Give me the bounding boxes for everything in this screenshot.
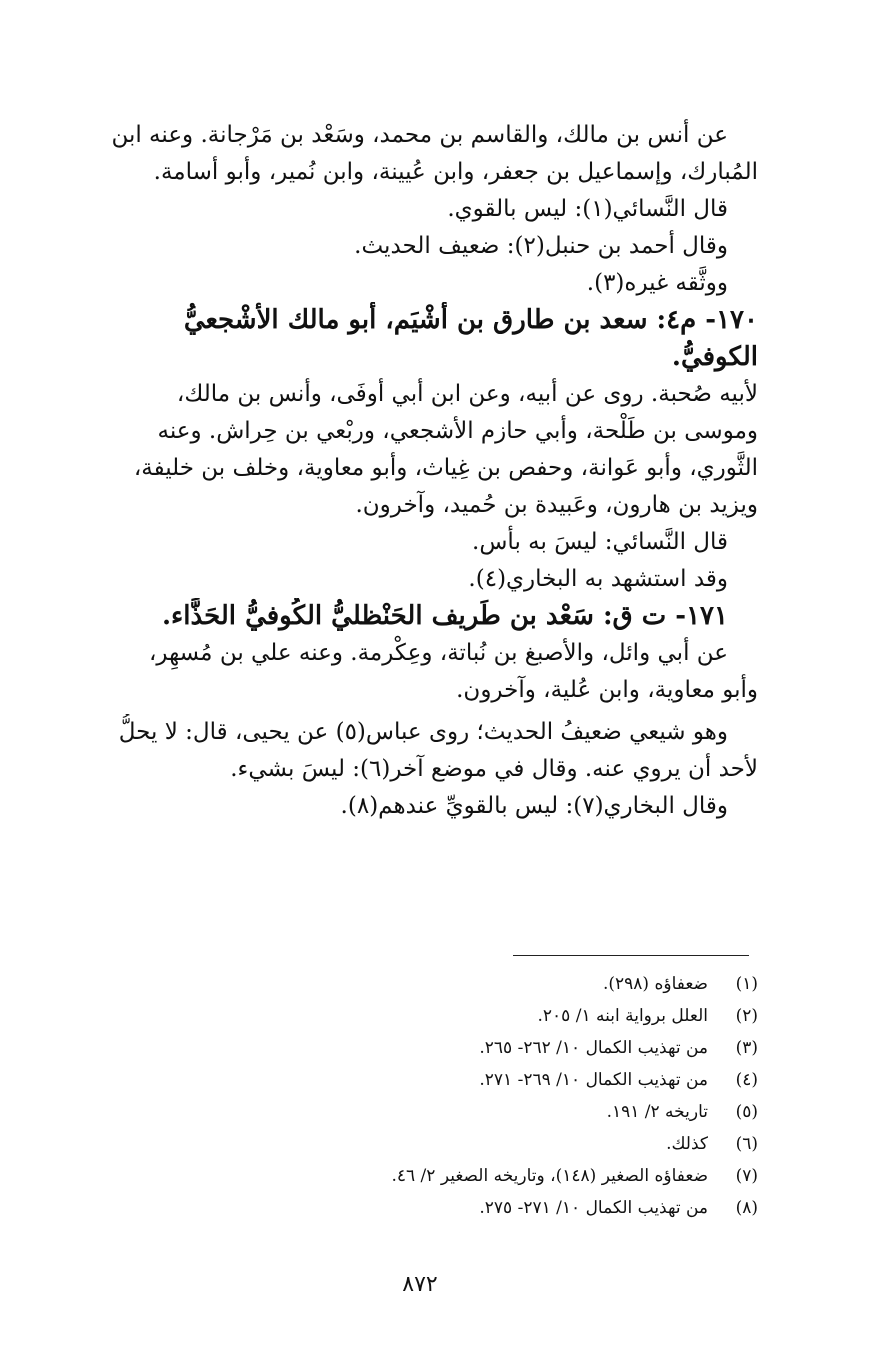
footnote-number: (٨) bbox=[735, 1198, 758, 1218]
text-line: قال النَّسائي(١): ليس بالقوي. bbox=[447, 196, 728, 222]
footnote bbox=[200, 1128, 758, 1160]
footnote-number: (١) bbox=[735, 974, 758, 994]
footnote bbox=[200, 1000, 758, 1032]
footnote-text: من تهذيب الكمال ١٠/ ٢٧١- ٢٧٥. bbox=[479, 1198, 708, 1218]
text-line: وقال أحمد بن حنبل(٢): ضعيف الحديث. bbox=[354, 233, 728, 259]
footnote bbox=[200, 1064, 758, 1096]
footnote bbox=[200, 968, 758, 1000]
text-line: قال النَّسائي: ليسَ به بأس. bbox=[472, 529, 728, 555]
main-text bbox=[20, 117, 758, 825]
footnote bbox=[200, 1032, 758, 1064]
footnote-number: (٧) bbox=[735, 1166, 758, 1186]
entry-heading-line: ١٧١- ت ق: سَعْد بن طَريف الحَنْظليُّ الكُوفيُّ الحَذَّاء. bbox=[161, 601, 728, 631]
entry-heading-line: ١٧٠- م٤: سعد بن طارق بن أشْيَم، أبو مالك الأشْجعيُّ bbox=[183, 305, 758, 335]
text-line: وأبو معاوية، وابن عُلية، وآخرون. bbox=[456, 677, 758, 703]
text-line: ووثَّقه غيره(٣). bbox=[586, 270, 728, 296]
footnote-number: (٣) bbox=[735, 1038, 758, 1058]
text-line: وموسى بن طَلْحة، وأبي حازم الأشجعي، وربْعي بن حِراش. وعنه bbox=[157, 418, 758, 444]
text-line: الثَّوري، وأبو عَوانة، وحفص بن غِياث، وأبو معاوية، وخلف بن خليفة، bbox=[133, 455, 758, 481]
footnote-text: من تهذيب الكمال ١٠/ ٢٦٩- ٢٧١. bbox=[479, 1070, 708, 1090]
footnote bbox=[200, 1160, 758, 1192]
footnote-number: (٢) bbox=[735, 1006, 758, 1026]
footnotes bbox=[200, 968, 758, 1224]
text-line: ويزيد بن هارون، وعَبيدة بن حُميد، وآخرون. bbox=[355, 492, 758, 518]
footnote-text: تاريخه ٢/ ١٩١. bbox=[606, 1102, 708, 1122]
footnote-text: العلل برواية ابنه ١/ ٢٠٥. bbox=[537, 1006, 708, 1026]
page-number: ٨٧٢ bbox=[402, 1272, 438, 1297]
footnote bbox=[200, 1192, 758, 1224]
footnote-text: كذلك. bbox=[666, 1134, 708, 1154]
text-line: لأحد أن يروي عنه. وقال في موضع آخر(٦): ليسَ بشيء. bbox=[230, 756, 758, 782]
footnote-divider bbox=[513, 955, 749, 956]
footnote-text: ضعفاؤه (٢٩٨). bbox=[602, 974, 708, 994]
text-line: وهو شيعي ضعيفُ الحديث؛ روى عباس(٥) عن يحيى، قال: لا يحلُّ bbox=[118, 719, 728, 745]
footnote-text: ضعفاؤه الصغير (١٤٨)، وتاريخه الصغير ٢/ ٤٦. bbox=[391, 1166, 708, 1186]
text-line: المُبارك، وإسماعيل بن جعفر، وابن عُيينة، وابن نُمير، وأبو أسامة. bbox=[153, 159, 758, 185]
text-line: لأبيه صُحبة. روى عن أبيه، وعن ابن أبي أوفَى، وأنس بن مالك، bbox=[176, 381, 758, 407]
entry-heading-line: الكوفيُّ. bbox=[671, 342, 758, 372]
text-line: وقال البخاري(٧): ليس بالقويِّ عندهم(٨). bbox=[340, 793, 728, 819]
text-line: وقد استشهد به البخاري(٤). bbox=[468, 566, 728, 592]
footnote-number: (٥) bbox=[735, 1102, 758, 1122]
text-line: عن أنس بن مالك، والقاسم بن محمد، وسَعْد بن مَرْجانة. وعنه ابن bbox=[111, 122, 728, 148]
footnote bbox=[200, 1096, 758, 1128]
text-line: عن أبي وائل، والأصبغ بن نُباتة، وعِكْرمة. وعنه علي بن مُسهِر، bbox=[148, 640, 728, 666]
footnote-text: من تهذيب الكمال ١٠/ ٢٦٢- ٢٦٥. bbox=[479, 1038, 708, 1058]
footnote-number: (٦) bbox=[735, 1134, 758, 1154]
footnote-number: (٤) bbox=[735, 1070, 758, 1090]
